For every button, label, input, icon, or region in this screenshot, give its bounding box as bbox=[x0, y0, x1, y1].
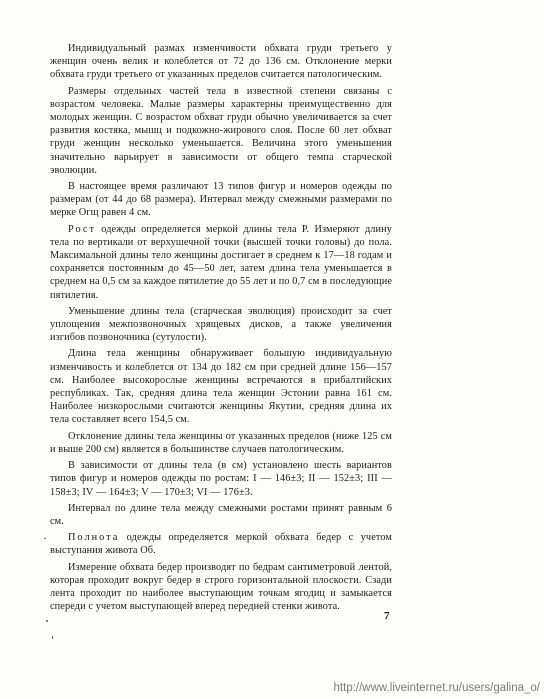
paragraph-1: Индивидуальный размах изменчивости обхвата груди третьего у женщин очень велик и колеблется от 72 до 136 см. Отклонение мерки обхвата груди третьего от указанных пределов считается патологическим. bbox=[50, 43, 392, 81]
paragraph-9: Интервал по длине тела между смежными ростами принят равным 6 см. bbox=[50, 502, 392, 527]
paragraph-4: Рост одежды определяется меркой длины тела Р. Измеряют длину тела по вертикали от верхушечной точки (высшей точки головы) до пола. Максимальной длины тело женщины достигает в среднем к 17—18 годам и сохраняется постоянным до 45—50 лет, затем длина тела уменьшается в среднем на 0,5 см за каждое пятилетие до 55 лет и по 0,7 см в последующие пятилетия. bbox=[50, 223, 392, 301]
paragraph-5: Уменьшение длины тела (старческая эволюция) происходит за счет уплощения межпозвоночных хрящевых дисков, а также увеличения изгибов позвоночника (сутулости). bbox=[50, 305, 392, 344]
scan-speck bbox=[52, 636, 53, 639]
scan-speck bbox=[44, 538, 46, 539]
paragraph-8: В зависимости от длины тела (в см) установлено шесть вариантов типов фигур и номеров одежды по ростам: I — 146±3; II — 152±3; III — 158±3; IV — 164±3; V — 170±3; VI — 176±3. bbox=[50, 460, 392, 498]
paragraph-6: Длина тела женщины обнаруживает большую индивидуальную изменчивость и колеблется от 134 до 182 см при средней длине 156—157 см. Наиболее высокорослые женщины встречаются в прибалтийских республиках. Так, средняя длина тела женщин Эстонии равна 161 см. Наиболее низкорослыми считаются женщины Якутии, средняя длина их тела составляет всего 154,5 см. bbox=[50, 348, 392, 426]
scan-speck bbox=[46, 620, 48, 622]
paragraph-11: Измерение обхвата бедер производят по бедрам сантиметровой лентой, которая проходит вокруг бедер в строго горизонтальной плоскости. Сзади лента проходит по наиболее выступающим точкам ягодиц и замыкается спереди с учетом выступающей вперед передней стенки живота. bbox=[50, 561, 392, 613]
source-url: http://www.liveinternet.ru/users/galina_o/ bbox=[333, 682, 540, 694]
paragraph-3: В настоящее время различают 13 типов фигур и номеров одежды по размерам (от 44 до 68 размера). Интервал между смежными размерами по мерке Oгщ равен 4 см. bbox=[50, 181, 392, 219]
paragraph-2: Размеры отдельных частей тела в известной степени связаны с возрастом человека. Малые размеры характерны преимущественно для молодых женщин. С возрастом обхват груди обычно увеличивается за счет развития костяка, мышц и подкожно-жирового слоя. После 60 лет обхват груди женщин несколько уменьшается. Величина этого уменьшения значительно варьирует в зависимости от общего темпа старческой эволюции. bbox=[50, 85, 392, 176]
term-height: Рост bbox=[68, 223, 96, 235]
body-text bbox=[50, 42, 392, 616]
paragraph-10: Полнота одежды определяется меркой обхвата бедер с учетом выступания живота Oб. bbox=[50, 532, 392, 557]
term-fullness: Полнота bbox=[68, 532, 120, 544]
paragraph-7: Отклонение длины тела женщины от указанных пределов (ниже 125 см и выше 200 см) является в большинстве случаев патологическим. bbox=[50, 430, 392, 455]
page-number: 7 bbox=[384, 610, 390, 622]
